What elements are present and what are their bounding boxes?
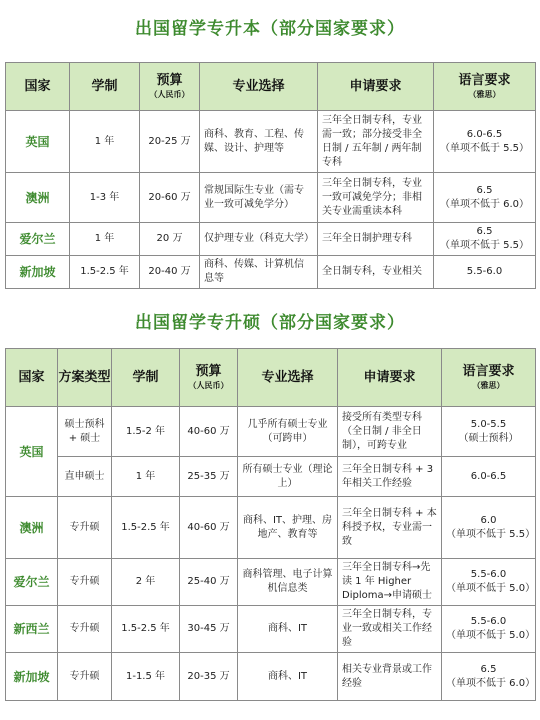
language-cell [434,223,536,256]
budget-cell: 25-40 万 [180,559,238,606]
header-country: 国家 [6,349,58,407]
language-cell [434,256,536,289]
budget-cell: 40-60 万 [180,497,238,559]
language-cell [442,407,536,457]
language-note: （单项不低于 5.0） [446,630,536,641]
budget-cell: 20 万 [140,223,200,256]
language-cell [434,173,536,223]
table-row [6,559,536,606]
table-header-row [6,349,536,407]
table-row [6,111,536,173]
language-cell [442,606,536,653]
duration-cell: 1.5-2.5 年 [112,497,180,559]
language-cell [442,497,536,559]
language-note: （单项不低于 6.0） [439,198,530,210]
country-cell: 新西兰 [6,606,58,653]
table-row [6,256,536,289]
requirements-cell: 全日制专科，专业相关 [318,256,434,289]
requirements-cell: 接受所有类型专科（全日制 / 非全日制），可跨专业 [338,407,442,457]
major-cell: 商科管理、电子计算机信息类 [238,559,338,606]
duration-cell: 1 年 [70,223,140,256]
table-header-row [6,63,536,111]
major-cell: 常规国际生专业（需专业一致可减免学分） [200,173,318,223]
country-cell: 英国 [6,111,70,173]
section-title-master: 出国留学专升硕（部分国家要求） [135,313,405,333]
requirements-cell: 相关专业背景或工作经验 [338,653,442,701]
plan-cell: 硕士预科 + 硕士 [58,407,112,457]
header-language-label: 语言要求 [458,72,511,88]
header-major: 专业选择 [200,63,318,111]
language-note: （单项不低于 5.0） [446,583,536,594]
master-requirements-table [5,348,536,701]
duration-cell: 2 年 [112,559,180,606]
language-score: 6.5 [476,184,493,196]
header-duration: 学制 [70,63,140,111]
major-cell: 仅护理专业（科克大学） [200,223,318,256]
language-cell [442,457,536,497]
language-note: （单项不低于 5.5） [439,240,530,251]
budget-cell: 30-45 万 [180,606,238,653]
bachelor-requirements-table [5,62,536,289]
language-note: （单项不低于 5.5） [439,142,530,154]
language-cell [442,653,536,701]
major-cell: 商科、传媒、计算机信息等 [200,256,318,289]
plan-cell: 专升硕 [58,606,112,653]
language-score: 5.5-6.0 [470,569,507,580]
requirements-cell: 三年全日制专科→先读 1 年 Higher Diploma→申请硕士 [338,559,442,606]
language-score: 6.5 [476,226,493,237]
header-country: 国家 [6,63,70,111]
header-language-sub: （雅思） [468,89,501,99]
header-requirements: 申请要求 [318,63,434,111]
duration-cell: 1.5-2 年 [112,407,180,457]
table-row [6,653,536,701]
budget-cell: 20-35 万 [180,653,238,701]
country-cell: 澳洲 [6,497,58,559]
table-row [6,497,536,559]
plan-cell: 专升硕 [58,653,112,701]
language-score: 6.0-6.5 [466,128,503,140]
header-budget-label: 预算 [156,72,183,88]
table-row [6,173,536,223]
language-note: （单项不低于 6.0） [446,677,536,689]
country-cell: 英国 [6,407,58,497]
major-cell: 商科、IT [238,653,338,701]
budget-cell: 40-60 万 [180,407,238,457]
language-note: （单项不低于 5.5） [446,528,536,540]
duration-cell: 1-1.5 年 [112,653,180,701]
header-budget [180,349,238,407]
country-cell: 新加坡 [6,256,70,289]
country-cell: 爱尔兰 [6,559,58,606]
requirements-cell: 三年全日制护理专科 [318,223,434,256]
requirements-cell: 三年全日制专科，专业需一致；部分接受非全日制 / 五年制 / 两年制专科 [318,111,434,173]
language-note: （硕士预科） [458,432,519,444]
country-cell: 新加坡 [6,653,58,701]
duration-cell: 1.5-2.5 年 [70,256,140,289]
language-cell [434,111,536,173]
header-language [434,63,536,111]
table-row [6,407,536,457]
plan-cell: 专升硕 [58,559,112,606]
major-cell: 几乎所有硕士专业（可跨申） [238,407,338,457]
major-cell: 所有硕士专业（理论上） [238,457,338,497]
duration-cell: 1 年 [70,111,140,173]
budget-cell: 20-60 万 [140,173,200,223]
language-score: 5.5-6.0 [466,266,503,277]
country-cell: 澳洲 [6,173,70,223]
budget-cell: 20-25 万 [140,111,200,173]
header-language-sub: （雅思） [472,380,505,390]
language-score: 6.0 [480,514,497,526]
requirements-cell: 三年全日制专科 + 本科授予权，专业需一致 [338,497,442,559]
duration-cell: 1 年 [112,457,180,497]
major-cell: 商科、IT [238,606,338,653]
language-cell [442,559,536,606]
plan-cell: 直申硕士 [58,457,112,497]
country-cell: 爱尔兰 [6,223,70,256]
header-major: 专业选择 [238,349,338,407]
major-cell: 商科、IT、护理、房地产、教育等 [238,497,338,559]
requirements-cell: 三年全日制专科，专业一致可减免学分；非相关专业需重读本科 [318,173,434,223]
requirements-cell: 三年全日制专科，专业一致或相关工作经验 [338,606,442,653]
header-budget-unit: （人民币） [188,380,229,390]
header-budget-unit: （人民币） [149,89,190,99]
table-row [6,457,536,497]
header-language-label: 语言要求 [462,363,515,379]
header-plan: 方案类型 [58,349,112,407]
section-title-bachelor: 出国留学专升本（部分国家要求） [135,19,405,39]
duration-cell: 1-3 年 [70,173,140,223]
language-score: 6.0-6.5 [470,470,507,482]
budget-cell: 25-35 万 [180,457,238,497]
duration-cell: 1.5-2.5 年 [112,606,180,653]
plan-cell: 专升硕 [58,497,112,559]
requirements-cell: 三年全日制专科 + 3 年相关工作经验 [338,457,442,497]
language-score: 5.5-6.0 [470,616,507,627]
header-language [442,349,536,407]
header-duration: 学制 [112,349,180,407]
header-requirements: 申请要求 [338,349,442,407]
language-score: 6.5 [480,663,497,675]
header-budget [140,63,200,111]
table-row [6,223,536,256]
header-budget-label: 预算 [195,363,222,379]
major-cell: 商科、教育、工程、传媒、设计、护理等 [200,111,318,173]
language-score: 5.0-5.5 [470,418,507,430]
budget-cell: 20-40 万 [140,256,200,289]
table-row [6,606,536,653]
